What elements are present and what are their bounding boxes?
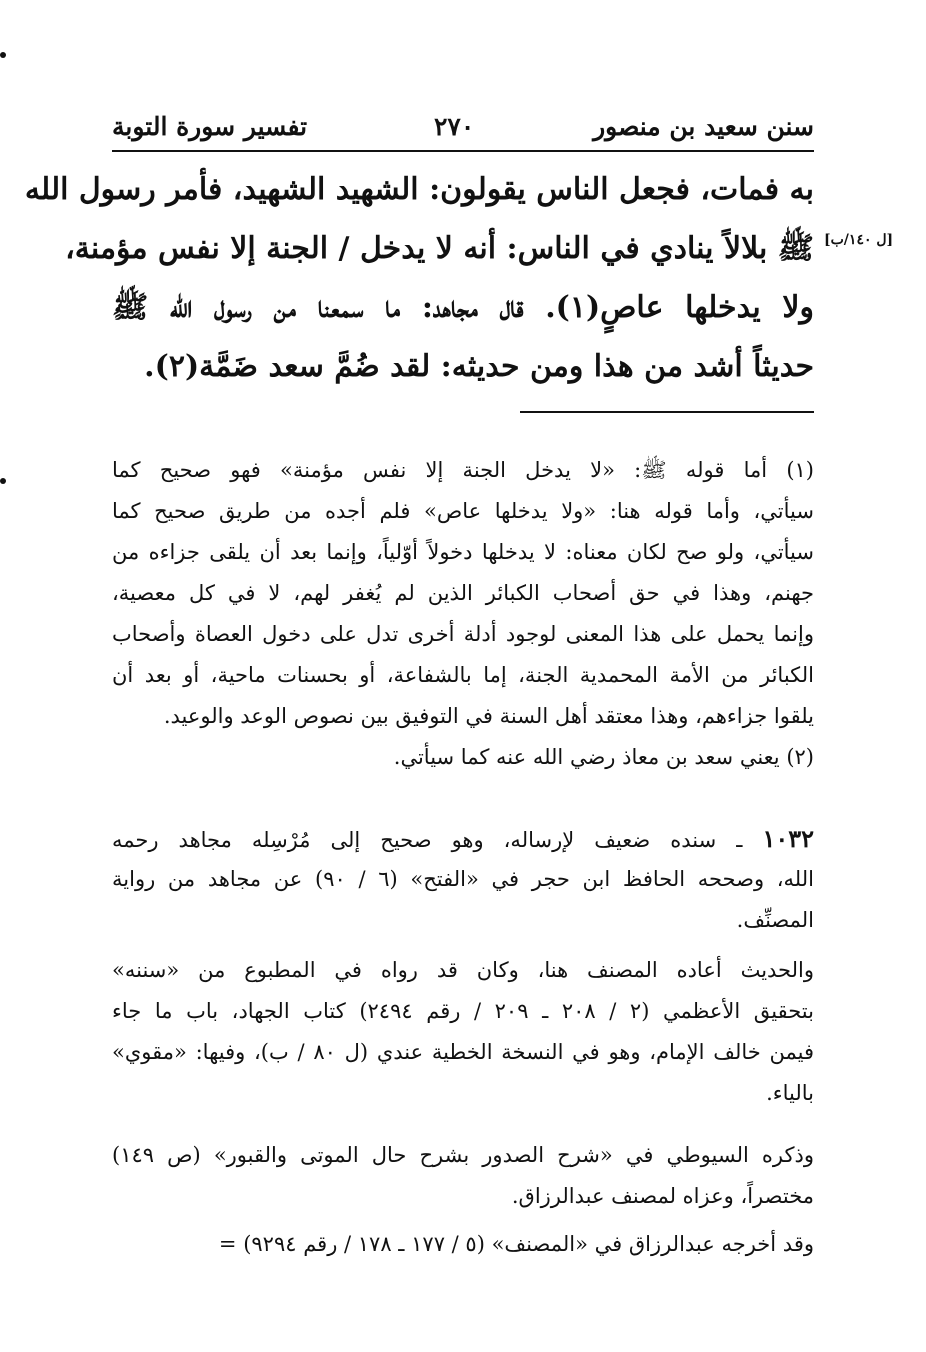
takhrij-text: ـ سنده ضعيف لإرساله، وهو صحيح إلى مُرْسِله مجاهد رحمه (112, 828, 763, 852)
footnote-line: سيأتي، وأما قوله هنا: «ولا يدخلها عاص» فلم أجده من طريق صحيح كما (112, 499, 814, 523)
footnote-line: يلقوا جزاءهم، وهذا معتقد أهل السنة في التوفيق بين نصوص الوعد والوعيد. (163, 704, 814, 728)
footnote-line: (٢) يعني سعد بن معاذ رضي الله عنه كما سيأتي. (393, 745, 814, 769)
main-text-line: ولا يدخلها عاصٍ(١). قال مجاهد: ما سمعنا من رسول الله ﷺ (112, 290, 814, 325)
main-text-line: به فمات، فجعل الناس يقولون: الشهيد الشهيد، فأمر رسول الله (24, 172, 814, 207)
header-book-title: سنن سعيد بن منصور (593, 112, 814, 141)
footnote-line: (١) أما قوله ﷺ: «لا يدخل الجنة إلا نفس مؤمنة» فهو صحيح كما (112, 458, 814, 482)
takhrij-section (112, 818, 814, 941)
header-rule (112, 150, 814, 152)
takhrij-line: فيمن خالف الإمام، وهو في النسخة الخطية عندي (ل ٨٠ / ب)، وفيها: «مقوي» (112, 1040, 815, 1064)
takhrij-line: وذكره السيوطي في «شرح الصدور بشرح حال الموتى والقبور» (ص ١٤٩) (112, 1143, 814, 1167)
main-text-line: ﷺ بلالاً ينادي في الناس: أنه لا يدخل / الجنة إلا نفس مؤمنة، (65, 231, 814, 266)
running-header (112, 106, 814, 146)
takhrij-paragraph (112, 1135, 814, 1217)
takhrij-line: وقد أخرجه عبدالرزاق في «المصنف» (٥ / ١٧٧ ـ ١٧٨ / رقم ٩٢٩٤) = (218, 1232, 814, 1256)
takhrij-line: مختصراً، وعزاه لمصنف عبدالرزاق. (511, 1184, 814, 1208)
main-text-line: حديثاً أشد من هذا ومن حديثه: لقد ضُمَّ سعد ضَمَّة(٢). (144, 349, 814, 384)
footnote-line: وإنما يحمل على هذا المعنى لوجود أدلة أخرى تدل على دخول العصاة وأصحاب (112, 622, 814, 646)
takhrij-line: المصنِّف. (736, 908, 814, 932)
takhrij-paragraph (112, 950, 814, 1114)
footnote-line: الكبائر من الأمة المحمدية الجنة، إما بالشفاعة، أو بحسنات ماحية، أو بعد أن (112, 663, 814, 687)
takhrij-line (112, 818, 814, 859)
takhrij-line: الله، وصححه الحافظ ابن حجر في «الفتح» (٦ / ٩٠) عن مجاهد من رواية (112, 867, 814, 891)
footnote-separator (520, 411, 814, 413)
hadith-number: ١٠٣٢ (762, 824, 814, 853)
footnotes (112, 450, 814, 778)
main-text (24, 160, 814, 396)
takhrij-paragraph (112, 1224, 814, 1265)
manuscript-folio-ref: [ل ١٤٠/ب] (824, 232, 894, 248)
takhrij-line: بتحقيق الأعظمي (٢ / ٢٠٨ ـ ٢٠٩ / رقم ٢٤٩٤) كتاب الجهاد، باب ما جاء (112, 999, 814, 1023)
takhrij-line: بالياء. (766, 1081, 814, 1105)
footnote-line: جهنم، وهذا في حق أصحاب الكبائر الذين لم يُغفر لهم، لا في كل معصية، (112, 581, 814, 605)
takhrij-line: والحديث أعاده المصنف هنا، وكان قد رواه في المطبوع من «سننه» (112, 958, 814, 982)
header-chapter-title: تفسير سورة التوبة (112, 112, 308, 141)
footnote-line: سيأتي، ولو صح لكان معناه: لا يدخلها دخولاً أوّلياً، وإنما بعد أن يلقى جزاءه من (112, 540, 814, 564)
page-number: ٢٧٠ (434, 112, 475, 141)
scan-speck (0, 52, 6, 58)
scan-speck (0, 478, 6, 484)
